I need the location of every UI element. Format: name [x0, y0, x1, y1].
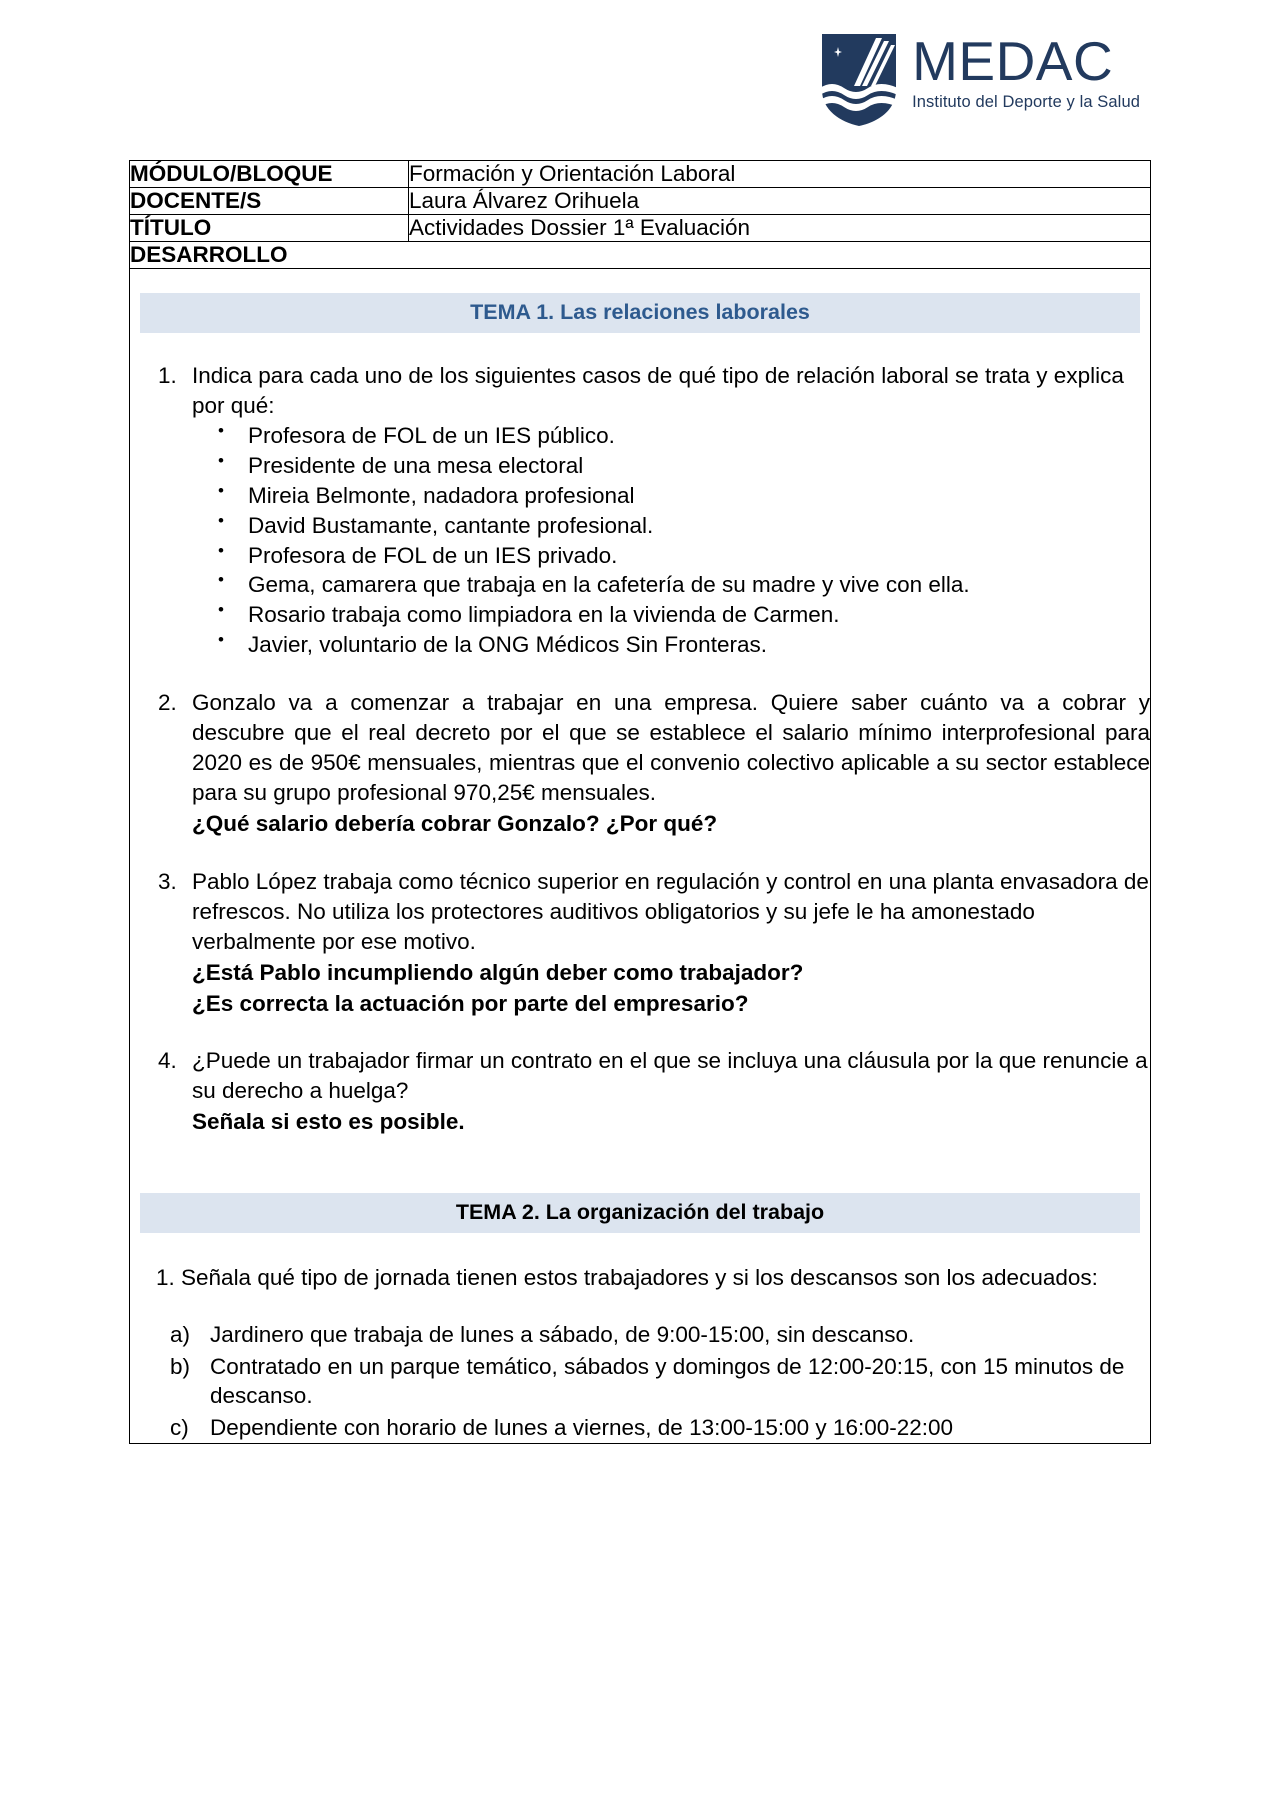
- question-number: 1.: [158, 363, 177, 388]
- list-item: • Profesora de FOL de un IES privado.: [192, 541, 1150, 571]
- tema2-option-list: [130, 1320, 1150, 1444]
- label-desarrollo: DESARROLLO: [130, 242, 1151, 269]
- question-bold-prompt: ¿Es correcta la actuación por parte del empresario?: [192, 990, 749, 1016]
- list-item: [130, 1320, 1150, 1350]
- label-modulo: MÓDULO/BLOQUE: [130, 161, 409, 188]
- question-number: 2.: [158, 690, 177, 716]
- question-item: [130, 867, 1150, 1019]
- label-docente: DOCENTE/S: [130, 188, 409, 215]
- table-row-desarrollo: [130, 242, 1151, 269]
- question-bold-prompt: Señala si esto es posible.: [192, 1109, 465, 1135]
- question-bold-prompt: ¿Qué salario debería cobrar Gonzalo? ¿Por qué?: [192, 810, 718, 836]
- list-item: [130, 1413, 1150, 1443]
- logo-text-block: [912, 32, 1140, 112]
- question-item: [130, 361, 1150, 660]
- question-text: Pablo López trabaja como técnico superior en regulación y control en una planta envasadora de refrescos. No utiliza los protectores auditivos obligatorios y su jefe le ha amonestado verbalmente por ese motivo.: [192, 868, 1149, 954]
- question-text: Gonzalo va a comenzar a trabajar en una empresa. Quiere saber cuánto va a cobrar y descubre que el real decreto por el que se establece el salario mínimo interprofesional para 2020 es de 950€ mensuales, mientras que el convenio colectivo aplicable a su sector establece para su grupo profesional 970,25€ mensuales.: [192, 690, 1150, 805]
- value-modulo: Formación y Orientación Laboral: [409, 161, 1151, 188]
- list-item: • Rosario trabaja como limpiadora en la vivienda de Carmen.: [192, 600, 1150, 630]
- list-item: • Mireia Belmonte, nadadora profesional: [192, 481, 1150, 511]
- option-text: Dependiente con horario de lunes a viernes, de 13:00-15:00 y 16:00-22:00: [210, 1415, 954, 1441]
- list-item: • Profesora de FOL de un IES público.: [192, 421, 1150, 451]
- table-row-body: [130, 269, 1151, 1444]
- tema1-question-list: [130, 361, 1150, 1137]
- logo-tagline: Instituto del Deporte y la Salud: [912, 92, 1140, 111]
- document-body: [130, 269, 1151, 1444]
- medac-logo: [820, 32, 1140, 128]
- table-row-titulo: [130, 215, 1151, 242]
- logo-wordmark: MEDAC: [912, 30, 1114, 92]
- case-bullet-list: [192, 421, 1150, 660]
- question-number: 4.: [158, 1048, 177, 1074]
- table-row-docente: [130, 188, 1151, 215]
- table-row-modulo: [130, 161, 1151, 188]
- question-text: ¿Puede un trabajador firmar un contrato en el que se incluya una cláusula por la que renuncie a su derecho a huelga?: [192, 1048, 1148, 1104]
- list-item: • Javier, voluntario de la ONG Médicos Sin Fronteras.: [192, 630, 1150, 660]
- question-number: 3.: [158, 868, 177, 894]
- option-text: Jardinero que trabaja de lunes a sábado, de 9:00-15:00, sin descanso.: [210, 1321, 915, 1347]
- list-item: [130, 1352, 1150, 1412]
- value-titulo: Actividades Dossier 1ª Evaluación: [409, 215, 1151, 242]
- list-item: • Presidente de una mesa electoral: [192, 451, 1150, 481]
- question-item: [130, 1046, 1150, 1137]
- question-bold-prompt: ¿Está Pablo incumpliendo algún deber como trabajador?: [192, 959, 804, 985]
- value-docente: Laura Álvarez Orihuela: [409, 188, 1151, 215]
- tema2-intro-text: 1. Señala qué tipo de jornada tienen estos trabajadores y si los descansos son los adecuados:: [156, 1265, 1098, 1291]
- list-item: • David Bustamante, cantante profesional.: [192, 511, 1150, 541]
- label-titulo: TÍTULO: [130, 215, 409, 242]
- shield-icon: [820, 32, 898, 128]
- tema1-banner: TEMA 1. Las relaciones laborales: [140, 293, 1140, 333]
- question-text: Indica para cada uno de los siguientes casos de qué tipo de relación laboral se trata y explica por qué:: [192, 363, 1124, 418]
- question-item: [130, 688, 1150, 839]
- option-marker: c): [170, 1415, 189, 1441]
- document-header: [0, 0, 1280, 160]
- tema2-banner: TEMA 2. La organización del trabajo: [140, 1193, 1140, 1233]
- option-text: Contratado en un parque temático, sábados y domingos de 12:00-20:15, con 15 minutos de descanso.: [210, 1353, 1125, 1409]
- option-marker: b): [170, 1353, 191, 1379]
- document-table: [129, 160, 1151, 1444]
- option-marker: a): [170, 1321, 191, 1347]
- list-item: • Gema, camarera que trabaja en la cafetería de su madre y vive con ella.: [192, 570, 1150, 600]
